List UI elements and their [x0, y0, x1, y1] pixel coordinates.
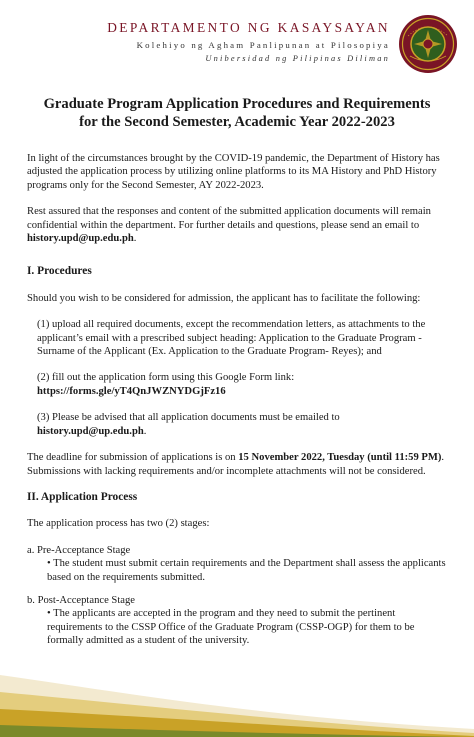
contact-email: history.upd@up.edu.ph	[27, 233, 134, 245]
confidentiality-paragraph: Rest assured that the responses and content of the submitted application documents will remain confidential within the department. For further details and questions, please send an email to history.upd@up.edu.ph.	[27, 206, 431, 245]
letterhead	[0, 14, 474, 74]
application-process-lead: The application process has two (2) stages:	[27, 518, 210, 530]
application-process-heading: II. Application Process	[27, 490, 138, 503]
confidentiality-text: Rest assured that the responses and content of the submitted application documents will remain confidential within the department. For further details and questions, please send an email to	[27, 206, 431, 231]
deadline-date: 15 November 2022, Tuesday (until 11:59 PM)	[238, 452, 442, 464]
document-body	[27, 152, 451, 648]
document-title	[20, 95, 454, 131]
department-name: DEPARTAMENTO NG KASAYSAYAN	[107, 20, 390, 35]
procedures-lead: Should you wish to be considered for admission, the applicant has to facilitate the following:	[27, 292, 421, 304]
submission-email: history.upd@up.edu.ph	[37, 425, 144, 437]
procedure-item-2-text: (2) fill out the application form using this Google Form link:	[37, 372, 295, 384]
university-name: Unibersidad ng Pilipinas Diliman	[205, 54, 390, 63]
deadline-note: . Submissions with lacking requirements and/or incomplete attachments will not be considered.	[27, 452, 445, 477]
procedure-item-3: (3) Please be advised that all application documents must be emailed to history.upd@up.edu.ph.	[37, 412, 340, 437]
google-form-link[interactable]: https://forms.gle/yT4QnJWZNYDGjFz16	[37, 385, 226, 397]
stage-b-description: • The applicants are accepted in the program and they need to submit the pertinent requirements to the CSSP Office of the Graduate Program (CSSP-OGP) for them to be formally admitted as a student of the university.	[47, 608, 415, 647]
title-line-1: Graduate Program Application Procedures and Requirements	[43, 96, 431, 112]
deadline-paragraph	[27, 451, 451, 478]
department-seal-logo	[398, 14, 458, 74]
stage-a-label: a. Pre-Acceptance Stage	[27, 544, 131, 556]
title-line-2: for the Second Semester, Academic Year 2022-2023	[79, 114, 395, 130]
stage-b-label: b. Post-Acceptance Stage	[27, 594, 135, 606]
procedure-item-3-text: (3) Please be advised that all application documents must be emailed to	[37, 412, 340, 424]
college-name: Kolehiyo ng Agham Panlipunan at Pilosopiya	[136, 40, 390, 50]
procedures-heading: I. Procedures	[27, 265, 92, 278]
stage-a-description: • The student must submit certain requirements and the Department shall assess the applicants based on the requirements submitted.	[47, 558, 446, 583]
intro-paragraph: In light of the circumstances brought by the COVID-19 pandemic, the Department of History has adjusted the application process by utilizing online platforms to its MA History and PhD History programs only for the Second Semester, AY 2022-2023.	[27, 153, 440, 191]
deadline-text: The deadline for submission of applications is on	[27, 452, 239, 464]
footer-decorative-swoosh	[0, 637, 474, 737]
procedure-item-2	[27, 371, 451, 398]
procedure-item-1: (1) upload all required documents, except the recommendation letters, as attachments to the applicant’s email with a prescribed subject heading: Application to the Graduate Program - Surname of the Applicant (Ex. Application to the Graduate Program- Reyes); and	[37, 319, 426, 358]
